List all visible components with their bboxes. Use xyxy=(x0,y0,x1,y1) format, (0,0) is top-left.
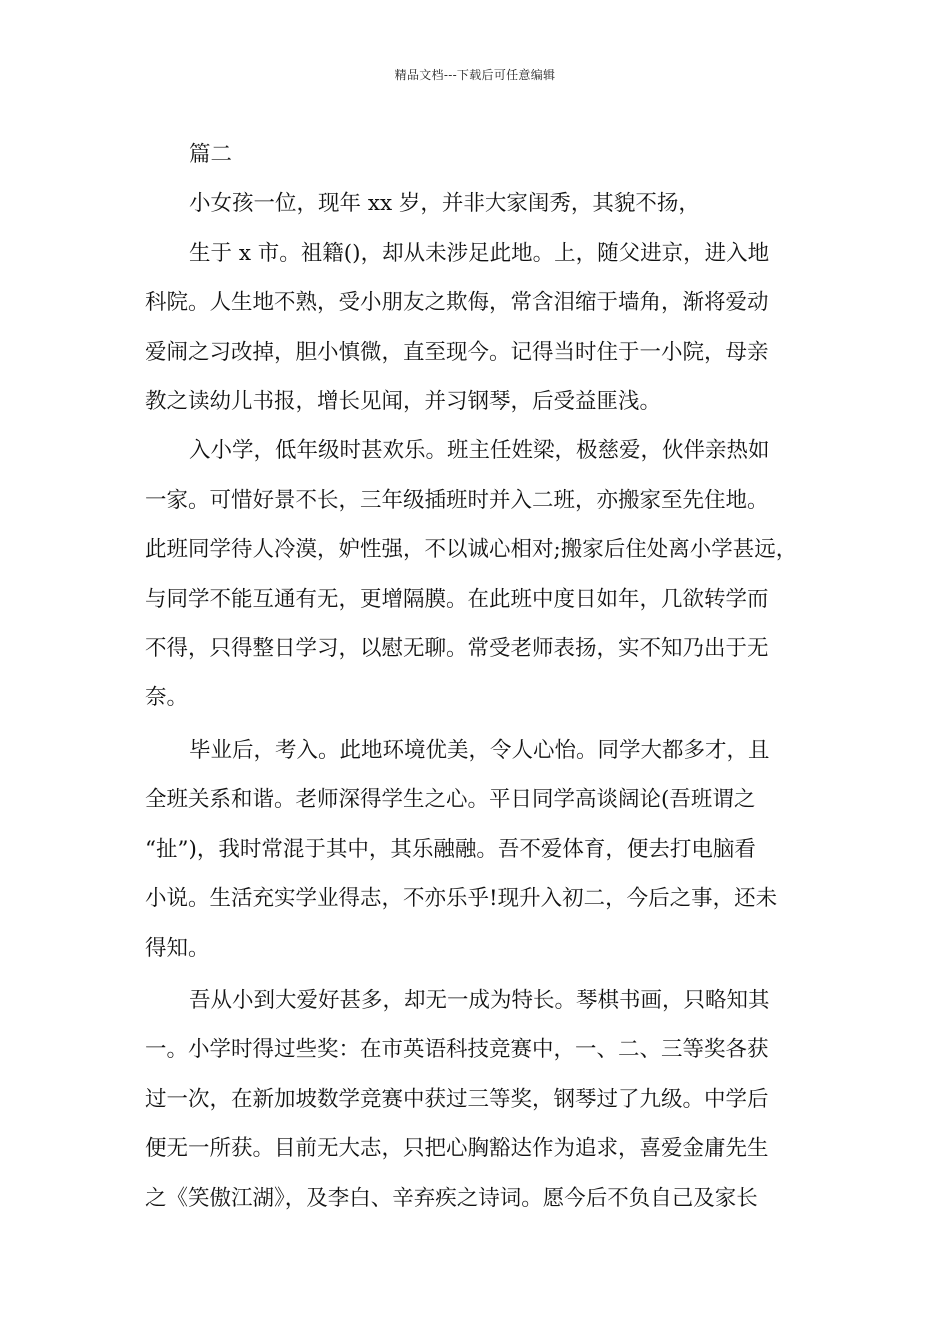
text-line: 得知。 xyxy=(145,935,210,961)
text-line: 小女孩一位，现年 xx 岁，并非大家闺秀，其貌不扬， xyxy=(189,191,700,217)
text-line: 不得，只得整日学习，以慰无聊。常受老师表扬，实不知乃出于无 xyxy=(145,636,769,662)
text-line: 过一次，在新加坡数学竞赛中获过三等奖，钢琴过了九级。中学后 xyxy=(145,1086,769,1112)
text-line: 与同学不能互通有无，更增隔膜。在此班中度日如年，几欲转学而 xyxy=(145,586,769,612)
text-line: 吾从小到大爱好甚多，却无一成为特长。琴棋书画，只略知其 xyxy=(189,987,770,1013)
text-line: 全班关系和谐。老师深得学生之心。平日同学高谈阔论(吾班谓之 xyxy=(145,787,756,813)
text-line: 爱闹之习改掉，胆小慎微，直至现今。记得当时住于一小院，母亲 xyxy=(145,339,769,365)
document-body xyxy=(145,130,817,1223)
page-header: 精品文档---下载后可任意编辑 xyxy=(394,68,556,82)
text-line: 科院。人生地不熟，受小朋友之欺侮，常含泪缩于墙角，渐将爱动 xyxy=(145,290,769,316)
text-line: 生于 x 市。祖籍()，却从未涉足此地。上，随父进京，进入地 xyxy=(189,240,770,266)
text-line: 入小学，低年级时甚欢乐。班主任姓梁，极慈爱，伙伴亲热如 xyxy=(189,438,770,464)
text-line: 教之读幼儿书报，增长见闻，并习钢琴，后受益匪浅。 xyxy=(145,389,662,415)
section-title: 篇二 xyxy=(189,142,233,167)
text-line: “扯”)，我时常混于其中，其乐融融。吾不爱体育，便去打电脑看 xyxy=(145,836,756,862)
text-line: 一。小学时得过些奖：在市英语科技竞赛中，一、二、三等奖各获 xyxy=(145,1037,769,1063)
text-line: 之《笑傲江湖》，及李白、辛弃疾之诗词。愿今后不负自己及家长 xyxy=(145,1185,758,1211)
text-line: 此班同学待人冷漠，妒性强，不以诚心相对;搬家后住处离小学甚远， xyxy=(145,537,798,563)
text-line: 奈。 xyxy=(145,685,189,711)
text-line: 一家。可惜好景不长，三年级插班时并入二班，亦搬家至先住地。 xyxy=(145,487,769,513)
text-line: 小说。生活充实学业得志，不亦乐乎!现升入初二，今后之事，还未 xyxy=(145,886,778,912)
text-line: 毕业后，考入。此地环境优美，令人心怡。同学大都多才，且 xyxy=(189,737,770,763)
text-line: 便无一所获。目前无大志，只把心胸豁达作为追求，喜爱金庸先生 xyxy=(145,1136,769,1162)
